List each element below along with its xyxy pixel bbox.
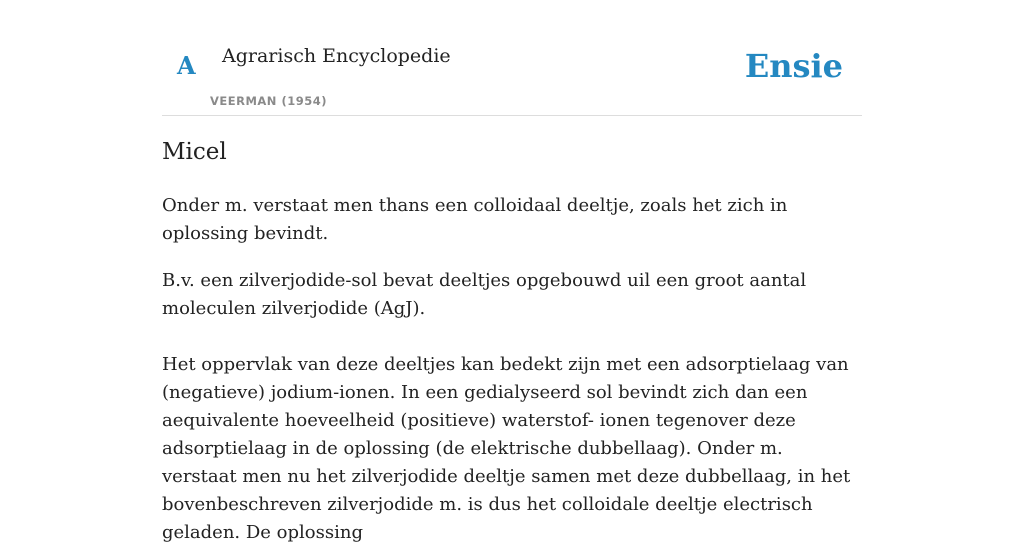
book-title-link[interactable]: Agrarisch Encyclopedie (222, 45, 451, 67)
article-page (162, 0, 862, 543)
entry-paragraph: Onder m. verstaat men thans een colloidaal deeltje, zoals het zich in oplossing bevindt. (162, 195, 788, 244)
article-header (162, 0, 862, 116)
entry-paragraph: Het oppervlak van deze deeltjes kan bedekt zijn met een adsorptielaag van (negatieve) jodium-ionen. In een gedialyseerd sol bevindt zich dan een aequivalente hoeveelheid (positieve) waterstof- ionen tegenover deze adsorptielaag in de oplossing (de elektrische dubbellaag). Onder m. verstaat men nu het zilverjodide deeltje samen met deze dubbellaag, in het bovenbeschreven zilverjodide m. is dus het colloidale deeltje electrisch geladen. De oplossing (162, 354, 851, 543)
book-logo-letter[interactable]: A (177, 51, 196, 80)
entry-paragraph: B.v. een zilverjodide-sol bevat deeltjes opgebouwd uil een groot aantal moleculen zilverjodide (AgJ). (162, 270, 807, 319)
book-author: VEERMAN (1954) (210, 94, 327, 108)
entry-title: Micel (162, 139, 227, 165)
ensie-logo-link[interactable]: Ensie (744, 47, 843, 85)
